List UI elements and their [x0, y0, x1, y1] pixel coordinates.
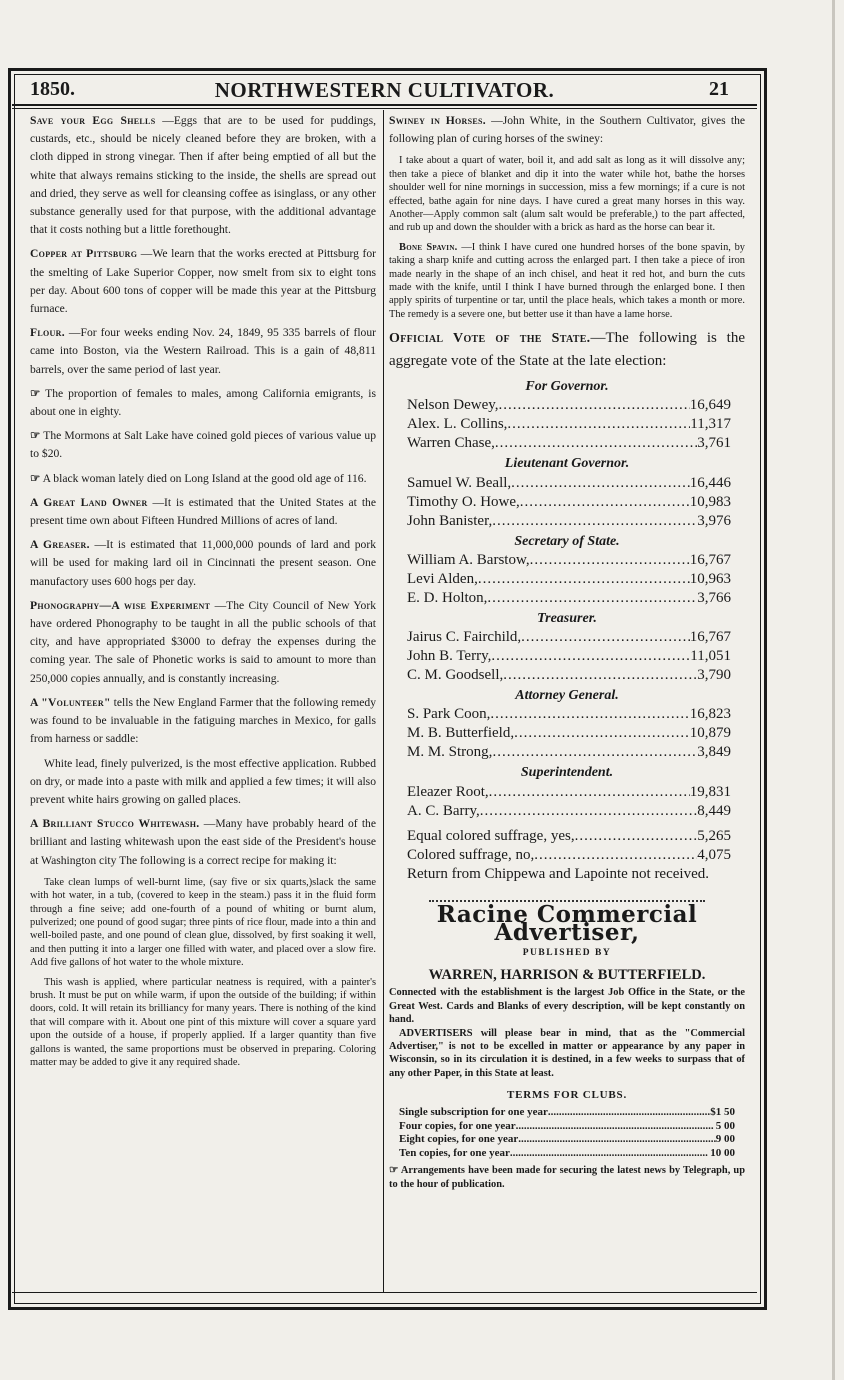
terms-price: 9 00	[715, 1133, 735, 1146]
item-text: The proportion of females to males, among California emigrants, is about one in eighty.	[30, 386, 376, 419]
terms-price: 5 00	[715, 1119, 735, 1132]
vote-count: 11,051	[690, 648, 731, 665]
vote-row	[389, 724, 745, 743]
vote-name: Eleazer Root,	[407, 783, 489, 800]
advert-text-1	[389, 986, 745, 1026]
article-head: A "Volunteer"	[30, 695, 111, 709]
vote-count: 11,317	[690, 416, 731, 433]
vote-name: Alex. L. Collins,	[407, 416, 508, 433]
vote-name: John Banister,	[407, 512, 493, 529]
terms-label: Four copies, for one year	[399, 1119, 516, 1132]
terms-row	[389, 1106, 745, 1120]
article-text: —For four weeks ending Nov. 24, 1849, 95 335 barrels of flour came into Boston, via the Western Railroad. This is a gain of 48,811 barrels, over the same period of last year.	[30, 326, 376, 376]
article-text: tells the New England Farmer that the following remedy was found to be invaluable in the fatiguing marches in Mexico, for galls from harness or saddle:	[30, 695, 376, 746]
vote-name: Jairus C. Fairchild,	[407, 629, 522, 646]
leader-dots	[491, 647, 690, 666]
page-edge	[832, 0, 835, 1380]
leader-dots	[499, 396, 690, 415]
column-divider	[383, 110, 384, 1292]
vote-count: 3,790	[697, 667, 731, 684]
vote-row	[389, 493, 745, 512]
vote-count: 16,446	[689, 474, 731, 491]
vote-count: 5,265	[697, 827, 731, 844]
leader-dots	[511, 474, 690, 493]
vote-name: Timothy O. Howe,	[407, 493, 520, 510]
article-head: Flour.	[30, 326, 65, 340]
vote-row	[389, 705, 745, 724]
header-rule-thin	[12, 108, 757, 109]
vote-row	[389, 589, 745, 608]
vote-row	[389, 743, 745, 762]
article-text: This wash is applied, where particular neatness is required, with a painter's brush. It must be put on while warm, if upon the outside of the building; if within doors, cold. It will retain its brilliancy for many years. There is nothing of the kind that will compare with it. About one pint of this mixture will cover a square yard upon the outside of a house, if properly applied. If a larger quantity than five gallons is wanted, the same proportions must be observed in preparing. Coloring matter may be added to give it any required shade.	[30, 976, 376, 1068]
leader-dots	[521, 628, 690, 647]
article-phonography	[30, 597, 376, 688]
vote-row	[389, 827, 745, 846]
vote-name: E. D. Holton,	[407, 589, 488, 606]
article-head: Copper at Pittsburg	[30, 247, 138, 261]
vote-name: Colored suffrage, no,	[407, 846, 535, 863]
article-text: —The City Council of New York have ordered Phonography to be taught in all the public schools of that city, and have appropriated $3000 to defray the expenses during the coming year. The sale of Phonetic works is said to amount to more than 250,000 copies annually, and is constantly increasing.	[30, 598, 376, 685]
vote-row	[389, 551, 745, 570]
item-black-woman	[30, 470, 376, 488]
article-text: —The following is the aggregate vote of the State at the late election:	[389, 330, 745, 370]
advert-closing	[389, 1164, 745, 1191]
vote-name: John B. Terry,	[407, 648, 492, 665]
article-text: —Eggs that are to be used for puddings, custards, etc., should be nicely cleaned before they are broken, with a cloth dipped in strong vinegar. Then if after being emptied of all but the white that always remains sticking to the inside, the shells are spread out and dried, they serve as well for cleansing coffee as isinglass, or any other substance generally used for that purpose, with the additional advantage that it costs nothing but a little forethought.	[30, 114, 376, 237]
leader-dots	[487, 589, 697, 608]
vote-row	[389, 570, 745, 589]
office-title: Attorney General.	[515, 688, 619, 704]
article-bone-spavin	[389, 241, 745, 321]
article-head: Save your Egg Shells	[30, 114, 156, 127]
article-text: I take about a quart of water, boil it, and add salt as long as it will dissolve any; then take a piece of blanket and dip it into the water while hot, bathe the horses shoulder well for nine mornings in succession, miss a few mornings; if a cure is not effected, bathe again for nine days. I have cured a great many horses in this way. Another—Apply common salt (alum salt would be preferable,) to the part affected, and rub up and down the shoulder with a brick as hard as the horse can bear it.	[389, 155, 745, 234]
leader-dots	[514, 724, 690, 743]
vote-row	[389, 434, 745, 453]
article-swiney	[389, 112, 745, 148]
vote-count: 16,649	[689, 397, 731, 414]
vote-count: 16,767	[689, 551, 731, 568]
terms-price: 10 00	[710, 1146, 735, 1159]
left-column	[30, 112, 376, 1075]
vote-count: 10,963	[689, 570, 731, 587]
ornamental-rule	[429, 888, 705, 902]
terms-list	[389, 1106, 745, 1160]
article-volunteer-remedy	[30, 755, 376, 810]
article-text: —John White, in the Southern Cultivator, gives the following plan of curing horses of the swiney:	[389, 114, 746, 146]
vote-row	[389, 512, 745, 531]
whitewash-recipe	[30, 876, 376, 970]
vote-name: M. B. Butterfield,	[407, 725, 515, 742]
terms-row	[389, 1120, 745, 1134]
footer-rule	[12, 1292, 757, 1293]
item-text: The Mormons at Salt Lake have coined gold pieces of various value up to $20.	[30, 429, 376, 461]
vote-row	[389, 396, 745, 415]
header-rule	[12, 104, 757, 106]
leader-dots	[492, 512, 697, 531]
vote-name: William A. Barstow,	[407, 551, 530, 568]
terms-price: $1 50	[710, 1106, 735, 1119]
article-whitewash	[30, 815, 376, 870]
pointing-hand-icon: ☞	[30, 429, 41, 443]
advert-text: Connected with the establishment is the largest Job Office in the State, or the Great West. Cards and Blanks of every description, will be kept constantly on hand.	[389, 987, 745, 1026]
article-head: Swiney in Horses.	[389, 114, 486, 127]
item-females	[30, 385, 376, 421]
vote-count: 16,767	[689, 629, 731, 646]
leader-dots	[530, 551, 690, 570]
right-column	[389, 112, 745, 1197]
office-title: Superintendent.	[520, 765, 614, 781]
article-volunteer	[30, 694, 376, 749]
vote-name: S. Park Coon,	[407, 706, 491, 723]
leader-dots	[478, 570, 690, 589]
vote-table	[389, 378, 745, 820]
vote-name: M. M. Strong,	[407, 744, 493, 761]
leader-dots	[507, 415, 690, 434]
vote-note-text: Return from Chippewa and Lapointe not received.	[407, 865, 709, 882]
vote-count: 3,849	[697, 744, 731, 761]
advert-publishers: WARREN, HARRISON & BUTTERFIELD.	[428, 967, 706, 984]
terms-row	[389, 1133, 745, 1147]
article-head: A Greaser.	[30, 538, 90, 552]
item-mormons	[30, 427, 376, 463]
vote-count: 10,983	[689, 493, 731, 510]
vote-count: 3,761	[697, 435, 731, 452]
terms-heading: TERMS FOR CLUBS.	[506, 1089, 628, 1102]
leader-dots	[503, 666, 697, 685]
article-text: —We learn that the works erected at Pittsburg for the smelting of Lake Superior Copper, now smelt from six to eight tons per day. About 600 tons of copper will be made this year at the Pittsburg furnace.	[30, 247, 377, 316]
office-title: For Governor.	[525, 379, 609, 395]
pointing-hand-icon: ☞	[30, 471, 41, 485]
leader-dots	[510, 1147, 710, 1161]
vote-note	[389, 865, 745, 884]
vote-count: 10,879	[689, 725, 731, 742]
vote-name: Samuel W. Beall,	[407, 474, 512, 491]
vote-row	[389, 783, 745, 802]
article-text: —I think I have cured one hundred horses of the bone spavin, by taking a sharp knife and cutting across the enlarged part. I then take a piece of iron made nearly in the shape of an inch chisel, and heat it red hot, and burn the cuts made with the knife, until I think I have burned through the enlarged bone. I then apply spirits of turpentine or tar, until the place heals, which takes a month or more. The remedy is a severe one, but better use it than have a lame horse.	[389, 241, 746, 320]
item-text: A black woman lately died on Long Island at the good old age of 116.	[42, 471, 367, 485]
vote-row	[389, 628, 745, 647]
office-title: Lieutenant Governor.	[504, 456, 630, 472]
page-header	[12, 74, 757, 106]
leader-dots	[520, 493, 690, 512]
leader-dots	[492, 743, 697, 762]
office-title: Secretary of State.	[514, 533, 620, 549]
leader-dots	[480, 802, 697, 821]
header-page-number: 21	[709, 78, 729, 100]
article-head: Phonography—A wise Experiment	[30, 598, 211, 612]
leader-dots	[534, 846, 697, 865]
article-head: A Brilliant Stucco Whitewash.	[30, 817, 200, 831]
terms-label: Single subscription for one year	[399, 1106, 548, 1119]
vote-row	[389, 647, 745, 666]
header-title: NORTHWESTERN CULTIVATOR.	[214, 78, 555, 102]
article-copper	[30, 245, 376, 318]
vote-intro	[389, 327, 745, 372]
article-head: Official Vote of the State.	[389, 331, 591, 347]
article-text: —Many have probably heard of the brilliant and lasting whitewash upon the east side of the President's house at Washington city The following is a correct recipe for making it:	[30, 817, 376, 867]
leader-dots	[575, 827, 698, 846]
advert-published-by: PUBLISHED BY	[522, 947, 612, 958]
whitewash-recipe-2	[30, 976, 376, 1070]
advert-text: ADVERTISERS will please bear in mind, that as the "Commercial Advertiser," is not to be excelled in matter or appearance by any paper in Wisconsin, so in its circulation it is destined, in a few weeks to surpass that of any other Paper, in this State at least.	[389, 1027, 745, 1079]
advert-title: Racine Commercial Advertiser,	[436, 900, 698, 946]
article-text: White lead, finely pulverized, is the most effective application. Rubbed on dry, or made into a paste with milk and applied a few times; it will also prevent white hairs growing on galled places.	[30, 756, 376, 806]
vote-name: Levi Alden,	[407, 570, 478, 587]
leader-dots	[548, 1106, 710, 1120]
advert-text: Arrangements have been made for securing the latest news by Telegraph, up to the hour of publication.	[389, 1165, 745, 1190]
vote-name: Equal colored suffrage, yes,	[407, 827, 575, 844]
vote-name: Warren Chase,	[407, 435, 495, 452]
vote-name: Nelson Dewey,	[407, 397, 499, 414]
vote-count: 4,075	[697, 846, 731, 863]
header-year: 1850.	[30, 78, 75, 100]
article-head: A Great Land Owner	[30, 495, 148, 509]
vote-name: A. C. Barry,	[407, 802, 480, 819]
article-greaser	[30, 536, 376, 591]
article-flour	[30, 324, 376, 379]
article-land-owner	[30, 494, 376, 530]
vote-count: 3,976	[697, 512, 731, 529]
leader-dots	[489, 783, 690, 802]
article-text: —It is estimated that 11,000,000 pounds of lard and pork will be used for making lard oil in Cincinnati the present season. One manufactory uses 600 hogs per day.	[30, 538, 376, 588]
terms-label: Ten copies, for one year	[399, 1146, 510, 1159]
vote-row	[389, 415, 745, 434]
vote-row	[389, 802, 745, 821]
leader-dots	[518, 1133, 715, 1147]
vote-row	[389, 474, 745, 493]
leader-dots	[495, 434, 697, 453]
terms-label: Eight copies, for one year	[399, 1133, 519, 1146]
leader-dots	[516, 1120, 716, 1134]
article-head: Bone Spavin.	[399, 241, 458, 253]
pointing-hand-icon: ☞	[30, 386, 41, 400]
article-text: Take clean lumps of well-burnt lime, (say five or six quarts,)slack the same with hot water, in a tub, (covered to keep in the steam.) pass it in the fluid form through a fine seive; add one-fourth of a pound of whiting or burnt alum, pulverized; one pound of good sugar; three pints of rice flour, made into a thin and well-boiled paste, and one pound of clean glue, dissolved, by first soaking it well, and then putting it into a larger one filled with water, and placed over a slow fire. Add five gallons of hot water to the whole mixture.	[30, 876, 376, 969]
terms-row	[389, 1147, 745, 1161]
vote-row	[389, 846, 745, 865]
office-title: Treasurer.	[537, 610, 597, 626]
article-text: —It is estimated that the United States at the present time own about Fifteen Hundred Millions of acres of land.	[30, 495, 376, 528]
pointing-hand-icon: ☞	[389, 1165, 399, 1177]
article-swiney-remedy	[389, 154, 745, 234]
vote-count: 8,449	[697, 802, 731, 819]
vote-name: C. M. Goodsell,	[407, 667, 504, 684]
article-egg-shells	[30, 112, 376, 239]
vote-row	[389, 666, 745, 685]
vote-count: 3,766	[697, 589, 731, 606]
vote-count: 16,823	[689, 706, 731, 723]
leader-dots	[490, 705, 689, 724]
vote-count: 19,831	[689, 783, 731, 800]
advert-text-2	[389, 1027, 745, 1081]
